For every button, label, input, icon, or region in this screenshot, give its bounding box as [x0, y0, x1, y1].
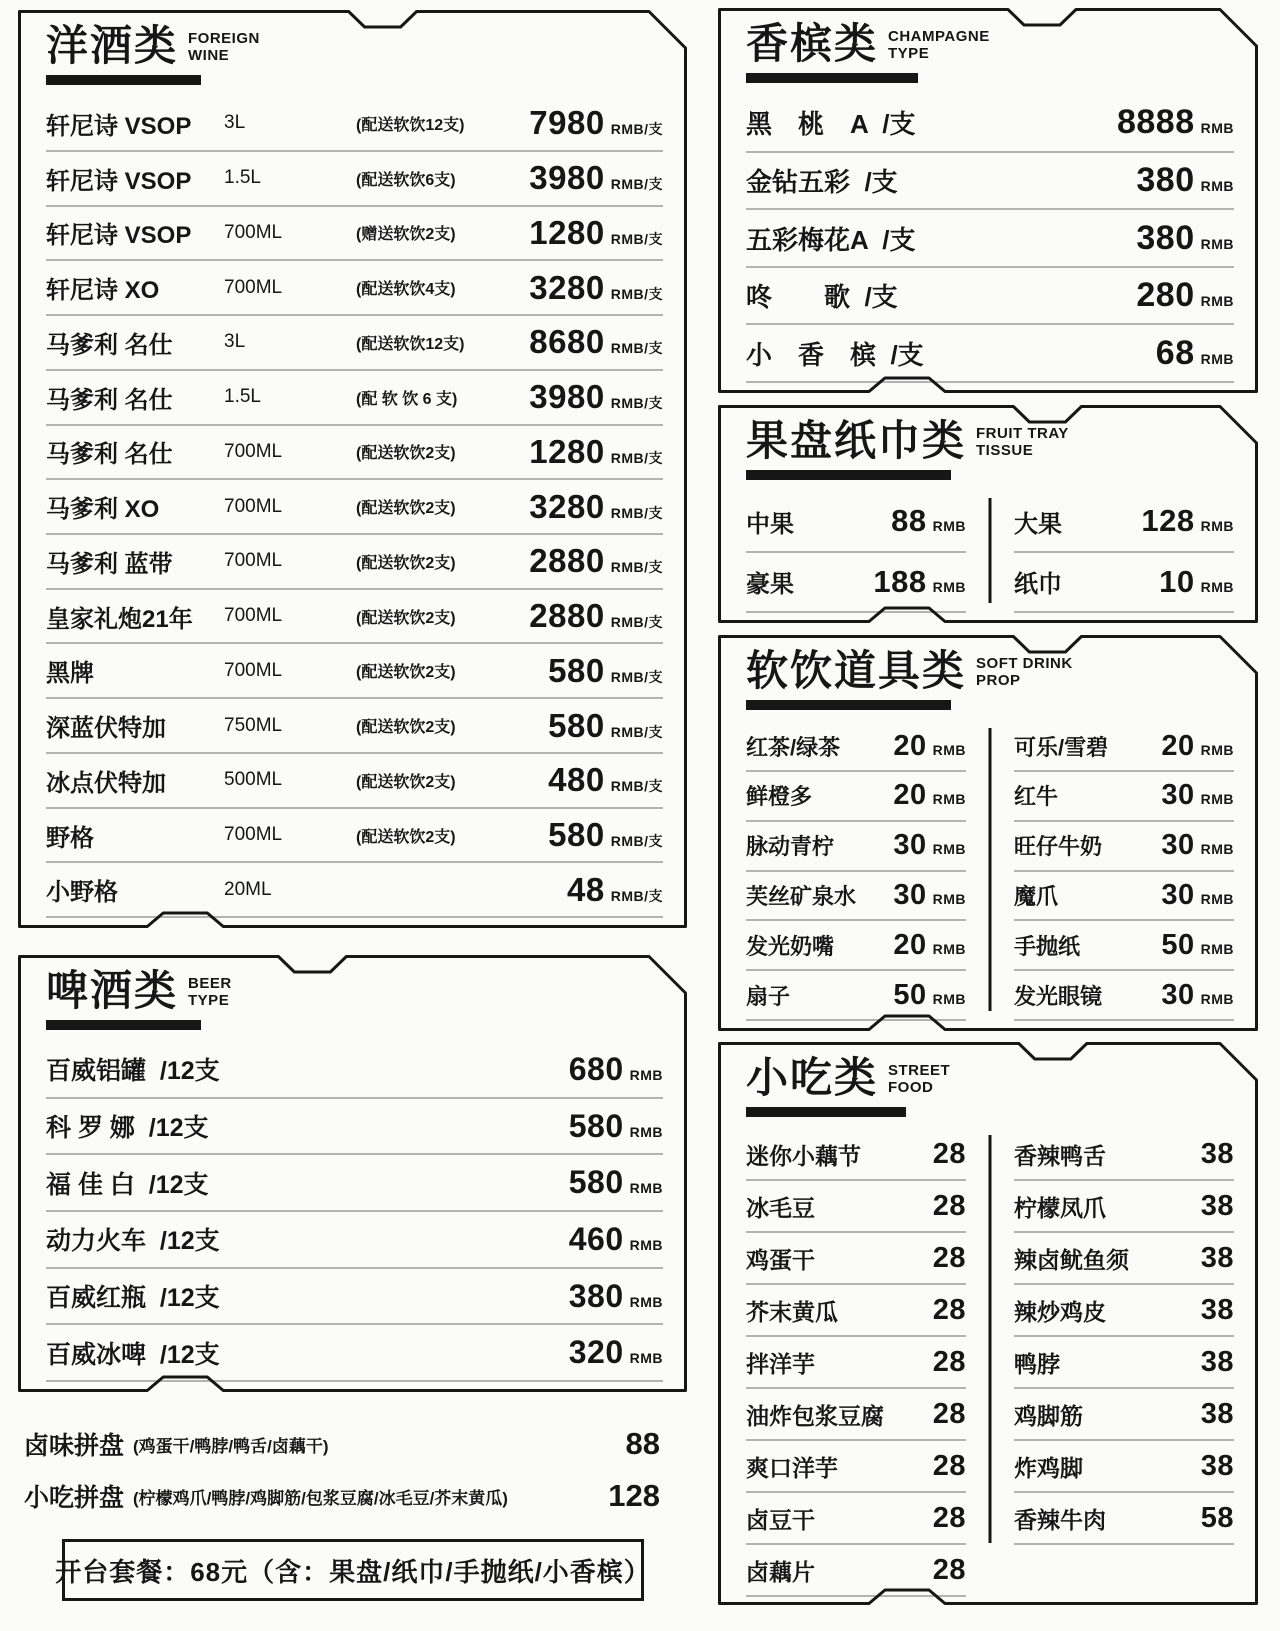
item-name: 百威铝罐 /12支 — [46, 1057, 220, 1086]
menu-item-row — [746, 921, 966, 971]
item-name: 旺仔牛奶 — [1014, 834, 1103, 860]
item-name: 卤豆干 — [746, 1506, 815, 1533]
item-price: 2880 RMB/支 — [529, 542, 663, 580]
menu-item-row — [1014, 1285, 1234, 1337]
item-name: 香辣牛肉 — [1014, 1506, 1106, 1533]
platter-row — [24, 1418, 660, 1470]
item-size: 1.5L — [224, 167, 261, 189]
menu-item-row — [46, 152, 663, 207]
item-note: (配 软 饮 6 支) — [356, 390, 458, 408]
item-name: 金钻五彩 /支 — [746, 166, 898, 197]
item-name: 轩尼诗 XO — [46, 277, 160, 305]
item-price: 30 RMB — [1161, 878, 1234, 911]
menu-item-row — [46, 754, 663, 809]
item-name: 发光眼镜 — [1014, 983, 1103, 1009]
item-size: 700ML — [224, 605, 283, 627]
panel-beer — [18, 955, 687, 1392]
item-size: 1.5L — [224, 386, 261, 408]
item-price: 38 — [1200, 1293, 1234, 1326]
item-price: 20 RMB — [1161, 729, 1234, 762]
menu-item-row — [1014, 1129, 1234, 1181]
section-title-zh: 软饮道具类 — [746, 647, 967, 694]
menu-item-row — [1014, 1181, 1234, 1233]
menu-item-row — [746, 822, 966, 872]
item-note: (配送软饮2支) — [356, 445, 456, 463]
section-header-soft-drink — [746, 649, 1234, 693]
item-name: 小野格 — [46, 879, 118, 907]
item-name: 马爹利 名仕 — [46, 331, 173, 359]
column-divider — [989, 728, 992, 1011]
item-name: 爽口洋芋 — [746, 1454, 838, 1481]
item-price: 1280 RMB/支 — [529, 213, 663, 251]
menu-item-row — [746, 772, 966, 822]
item-name: 冰点伏特加 — [46, 769, 166, 797]
item-size: 750ML — [224, 714, 283, 736]
menu-item-row — [46, 371, 663, 426]
menu-item-row — [746, 95, 1234, 153]
panel-fruit-tissue — [718, 405, 1258, 623]
item-price: 50 RMB — [1161, 928, 1234, 961]
item-name: 辣炒鸡皮 — [1014, 1298, 1106, 1325]
item-name: 轩尼诗 VSOP — [46, 167, 192, 195]
item-size: 3L — [224, 331, 246, 353]
title-underline — [746, 73, 918, 83]
item-price: 30 RMB — [893, 878, 966, 911]
item-name: 手抛纸 — [1014, 933, 1081, 959]
menu-item-row — [46, 809, 663, 864]
item-name: 皇家礼炮21年 — [46, 605, 193, 633]
menu-item-row — [46, 590, 663, 645]
menu-item-row — [746, 1337, 966, 1389]
beer-item-list — [46, 1042, 663, 1382]
item-price: 28 — [932, 1345, 966, 1378]
item-price: 580 RMB — [568, 1107, 663, 1144]
item-name: 轩尼诗 VSOP — [46, 222, 192, 250]
menu-item-row — [1014, 1233, 1234, 1285]
wine-item-list — [46, 97, 663, 918]
item-price: 28 — [932, 1189, 966, 1222]
item-price: 320 RMB — [568, 1334, 663, 1371]
title-underline — [746, 1107, 906, 1117]
item-price: 28 — [932, 1449, 966, 1482]
item-price: 28 — [932, 1137, 966, 1170]
column-divider — [989, 1135, 992, 1543]
menu-item-row — [46, 316, 663, 371]
item-price: 20 RMB — [893, 928, 966, 961]
item-name: 黑牌 — [46, 660, 94, 688]
item-name: 马爹利 名仕 — [46, 386, 173, 414]
item-name: 黑 桃 A /支 — [746, 109, 916, 140]
item-price: 128 RMB — [1141, 503, 1234, 539]
item-price: 3280 RMB/支 — [529, 487, 663, 525]
soft-right-column — [990, 722, 1234, 1021]
item-price: 7980 RMB/支 — [529, 104, 663, 142]
section-title-zh: 果盘纸巾类 — [746, 417, 967, 464]
section-title-en: SOFT DRINK PROP — [976, 655, 1073, 689]
item-name: 马爹利 名仕 — [46, 441, 173, 469]
item-price: 38 — [1200, 1137, 1234, 1170]
item-name: 深蓝伏特加 — [46, 715, 166, 743]
item-price: 580 RMB/支 — [548, 816, 663, 853]
section-title-zh: 啤酒类 — [46, 967, 179, 1014]
panel-street-food — [718, 1042, 1258, 1605]
menu-item-row — [746, 872, 966, 922]
item-name: 卤藕片 — [746, 1558, 815, 1585]
item-name: 咚 歌 /支 — [746, 282, 898, 313]
item-price: 3980 RMB/支 — [529, 159, 663, 197]
item-size: 3L — [224, 112, 246, 134]
menu-item-row — [1014, 822, 1234, 872]
item-name: 脉动青柠 — [746, 834, 835, 860]
section-title-zh: 小吃类 — [746, 1054, 879, 1101]
item-name: 芥末黄瓜 — [746, 1298, 838, 1325]
item-price: 460 RMB — [568, 1220, 663, 1257]
section-header-fruit — [746, 419, 1234, 463]
item-price: 28 — [932, 1241, 966, 1274]
menu-item-row — [46, 426, 663, 481]
item-price: 50 RMB — [893, 978, 966, 1011]
menu-item-row — [1014, 1389, 1234, 1441]
platter-name: 卤味拼盘 — [24, 1432, 125, 1460]
section-title-en: FRUIT TRAY TISSUE — [976, 425, 1069, 459]
section-title-zh: 香槟类 — [746, 20, 879, 67]
menu-item-row — [1014, 492, 1234, 552]
item-price: 680 RMB — [568, 1050, 663, 1087]
menu-item-row — [746, 1129, 966, 1181]
item-name: 科 罗 娜 /12支 — [46, 1114, 209, 1143]
item-name: 豪果 — [746, 571, 794, 599]
opening-combo-box: 开台套餐：68元（含：果盘/纸巾/手抛纸/小香槟） — [62, 1539, 644, 1601]
item-name: 五彩梅花A /支 — [746, 224, 916, 255]
item-name: 大果 — [1014, 510, 1062, 538]
section-title-en: BEER TYPE — [188, 975, 232, 1009]
menu-item-row — [746, 553, 966, 613]
street-right-column — [990, 1129, 1234, 1595]
item-price: 28 — [932, 1501, 966, 1534]
title-underline — [46, 75, 201, 85]
soft-left-column — [746, 722, 990, 1021]
section-title-en: STREET FOOD — [888, 1062, 951, 1096]
item-price: 2880 RMB/支 — [529, 597, 663, 635]
menu-item-row — [46, 1269, 663, 1326]
menu-item-row — [746, 1545, 966, 1597]
item-size: 700ML — [224, 221, 283, 243]
item-note: (配送软饮2支) — [356, 828, 456, 846]
item-name: 拌洋芋 — [746, 1350, 815, 1377]
fruit-columns — [746, 492, 1234, 613]
menu-item-row — [746, 492, 966, 552]
item-price: 30 RMB — [1161, 978, 1234, 1011]
platter-price: 128 — [608, 1478, 660, 1513]
champagne-item-list — [746, 95, 1234, 383]
item-name: 油炸包浆豆腐 — [746, 1402, 884, 1429]
fruit-left-column — [746, 492, 990, 613]
menu-item-row — [746, 1389, 966, 1441]
panel-soft-drink-prop — [718, 635, 1258, 1031]
item-name: 轩尼诗 VSOP — [46, 112, 192, 140]
item-note: (配送软饮4支) — [356, 281, 456, 299]
item-price: 380 RMB — [1136, 160, 1234, 199]
item-price: 8888 RMB — [1116, 103, 1234, 142]
menu-item-row — [46, 480, 663, 535]
panel-foreign-wine — [18, 10, 687, 928]
item-price: 30 RMB — [893, 829, 966, 862]
item-size: 20ML — [224, 878, 272, 900]
item-name: 红茶/绿茶 — [746, 734, 841, 760]
menu-item-row — [46, 97, 663, 152]
menu-item-row — [46, 1212, 663, 1269]
item-name: 动力火车 /12支 — [46, 1227, 220, 1256]
menu-item-row — [1014, 921, 1234, 971]
item-price: 380 RMB — [568, 1277, 663, 1314]
menu-item-row — [1014, 553, 1234, 613]
item-price: 580 RMB/支 — [548, 651, 663, 689]
item-name: 小 香 槟 /支 — [746, 339, 924, 370]
item-price: 28 — [932, 1397, 966, 1430]
item-name: 中果 — [746, 510, 794, 538]
item-price: 188 RMB — [873, 563, 966, 599]
item-price: 20 RMB — [893, 779, 966, 812]
item-name: 发光奶嘴 — [746, 933, 835, 959]
platter-price: 88 — [625, 1426, 660, 1461]
item-price: 28 — [932, 1293, 966, 1326]
item-price: 68 RMB — [1155, 333, 1234, 372]
section-header-champagne — [746, 22, 1234, 66]
item-name: 百威冰啤 /12支 — [46, 1340, 220, 1369]
item-note: (配送软饮2支) — [356, 609, 456, 627]
item-price: 58 — [1200, 1501, 1234, 1534]
menu-item-row — [46, 207, 663, 262]
item-note: (赠送软饮2支) — [356, 226, 456, 244]
menu-item-row — [46, 535, 663, 590]
title-underline — [746, 470, 951, 480]
menu-item-row — [46, 1325, 663, 1382]
menu-item-row — [46, 1155, 663, 1212]
platter-contents: (鸡蛋干/鸭脖/鸭舌/卤藕干) — [133, 1436, 329, 1456]
item-name: 鸭脖 — [1014, 1350, 1060, 1377]
item-price: 38 — [1200, 1449, 1234, 1482]
item-price: 38 — [1200, 1397, 1234, 1430]
menu-item-row — [46, 863, 663, 918]
street-food-columns — [746, 1129, 1234, 1595]
item-price: 1280 RMB/支 — [529, 432, 663, 470]
platter-name: 小吃拼盘 — [24, 1484, 125, 1512]
item-size: 500ML — [224, 769, 283, 791]
item-name: 香辣鸭舌 — [1014, 1142, 1106, 1169]
item-price: 580 RMB/支 — [548, 706, 663, 744]
platter-contents: (柠檬鸡爪/鸭脖/鸡脚筋/包浆豆腐/冰毛豆/芥末黄瓜) — [133, 1488, 508, 1508]
menu-item-row — [1014, 1493, 1234, 1545]
item-price: 480 RMB/支 — [548, 761, 663, 799]
item-name: 冰毛豆 — [746, 1194, 815, 1221]
menu-item-row — [1014, 1337, 1234, 1389]
item-price: 30 RMB — [1161, 829, 1234, 862]
item-note: (配送软饮2支) — [356, 664, 456, 682]
item-size: 700ML — [224, 276, 283, 298]
menu-item-row — [746, 325, 1234, 383]
menu-item-row — [46, 1042, 663, 1099]
item-price: 28 — [932, 1553, 966, 1586]
fruit-right-column — [990, 492, 1234, 613]
item-name: 柠檬凤爪 — [1014, 1194, 1106, 1221]
item-name: 炸鸡脚 — [1014, 1454, 1083, 1481]
item-price: 580 RMB — [568, 1164, 663, 1201]
item-name: 鲜橙多 — [746, 784, 813, 810]
title-underline — [46, 1020, 201, 1030]
menu-item-row — [746, 210, 1234, 268]
section-header-street-food — [746, 1056, 1234, 1100]
item-name: 迷你小藕节 — [746, 1142, 861, 1169]
item-price: 48 RMB/支 — [567, 870, 663, 908]
item-size: 700ML — [224, 440, 283, 462]
menu-item-row — [746, 1493, 966, 1545]
item-name: 鸡蛋干 — [746, 1246, 815, 1273]
item-price: 380 RMB — [1136, 218, 1234, 257]
item-note: (配送软饮12支) — [356, 116, 465, 134]
menu-item-row — [746, 1233, 966, 1285]
menu-item-row — [46, 699, 663, 754]
menu-item-row — [1014, 872, 1234, 922]
item-name: 芙丝矿泉水 — [746, 883, 857, 909]
title-underline — [746, 700, 951, 710]
column-divider — [989, 498, 992, 603]
item-name: 福 佳 白 /12支 — [46, 1170, 209, 1199]
item-name: 马爹利 蓝带 — [46, 550, 173, 578]
menu-item-row — [46, 1099, 663, 1156]
item-price: 20 RMB — [893, 729, 966, 762]
menu-item-row — [746, 1441, 966, 1493]
item-price: 3280 RMB/支 — [529, 268, 663, 306]
item-price: 3980 RMB/支 — [529, 378, 663, 416]
menu-item-row — [746, 722, 966, 772]
menu-item-row — [1014, 1441, 1234, 1493]
menu-item-row — [746, 1181, 966, 1233]
item-name: 鸡脚筋 — [1014, 1402, 1083, 1429]
item-size: 700ML — [224, 495, 283, 517]
menu-item-row — [46, 644, 663, 699]
soft-drink-columns — [746, 722, 1234, 1021]
item-note: (配送软饮2支) — [356, 773, 456, 791]
item-name: 可乐/雪碧 — [1014, 734, 1109, 760]
panel-champagne — [718, 8, 1258, 393]
section-title-en: CHAMPAGNE TYPE — [888, 28, 990, 62]
platter-list — [24, 1418, 660, 1522]
section-title-zh: 洋酒类 — [46, 22, 179, 69]
street-left-column — [746, 1129, 990, 1595]
item-price: 280 RMB — [1136, 276, 1234, 315]
item-name: 纸巾 — [1014, 571, 1062, 599]
item-note: (配送软饮2支) — [356, 719, 456, 737]
menu-item-row — [1014, 722, 1234, 772]
menu-item-row — [746, 153, 1234, 211]
section-header-foreign-wine — [46, 24, 663, 68]
menu-item-row — [746, 971, 966, 1021]
menu-item-row — [1014, 772, 1234, 822]
item-price: 38 — [1200, 1345, 1234, 1378]
item-note: (配送软饮6支) — [356, 171, 456, 189]
item-size: 700ML — [224, 824, 283, 845]
item-price: 10 RMB — [1159, 563, 1234, 599]
item-name: 马爹利 XO — [46, 496, 160, 524]
item-price: 8680 RMB/支 — [529, 323, 663, 361]
menu-item-row — [746, 1285, 966, 1337]
section-title-en: FOREIGN WINE — [188, 30, 260, 64]
item-note: (配送软饮12支) — [356, 335, 465, 353]
item-price: 88 RMB — [891, 503, 966, 539]
menu-item-row — [746, 268, 1234, 326]
item-name: 辣卤鱿鱼须 — [1014, 1246, 1129, 1273]
item-name: 扇子 — [746, 983, 791, 1009]
item-name: 野格 — [46, 824, 94, 852]
menu-item-row — [46, 261, 663, 316]
item-price: 38 — [1200, 1189, 1234, 1222]
item-size: 700ML — [224, 659, 283, 681]
item-name: 魔爪 — [1014, 883, 1059, 909]
item-price: 30 RMB — [1161, 779, 1234, 812]
item-note: (配送软饮2支) — [356, 554, 456, 572]
item-price: 38 — [1200, 1241, 1234, 1274]
platter-row — [24, 1470, 660, 1522]
item-name: 红牛 — [1014, 784, 1059, 810]
item-note: (配送软饮2支) — [356, 500, 456, 518]
section-header-beer — [46, 969, 663, 1013]
item-size: 700ML — [224, 550, 283, 572]
menu-item-row — [1014, 971, 1234, 1021]
item-name: 百威红瓶 /12支 — [46, 1284, 220, 1313]
